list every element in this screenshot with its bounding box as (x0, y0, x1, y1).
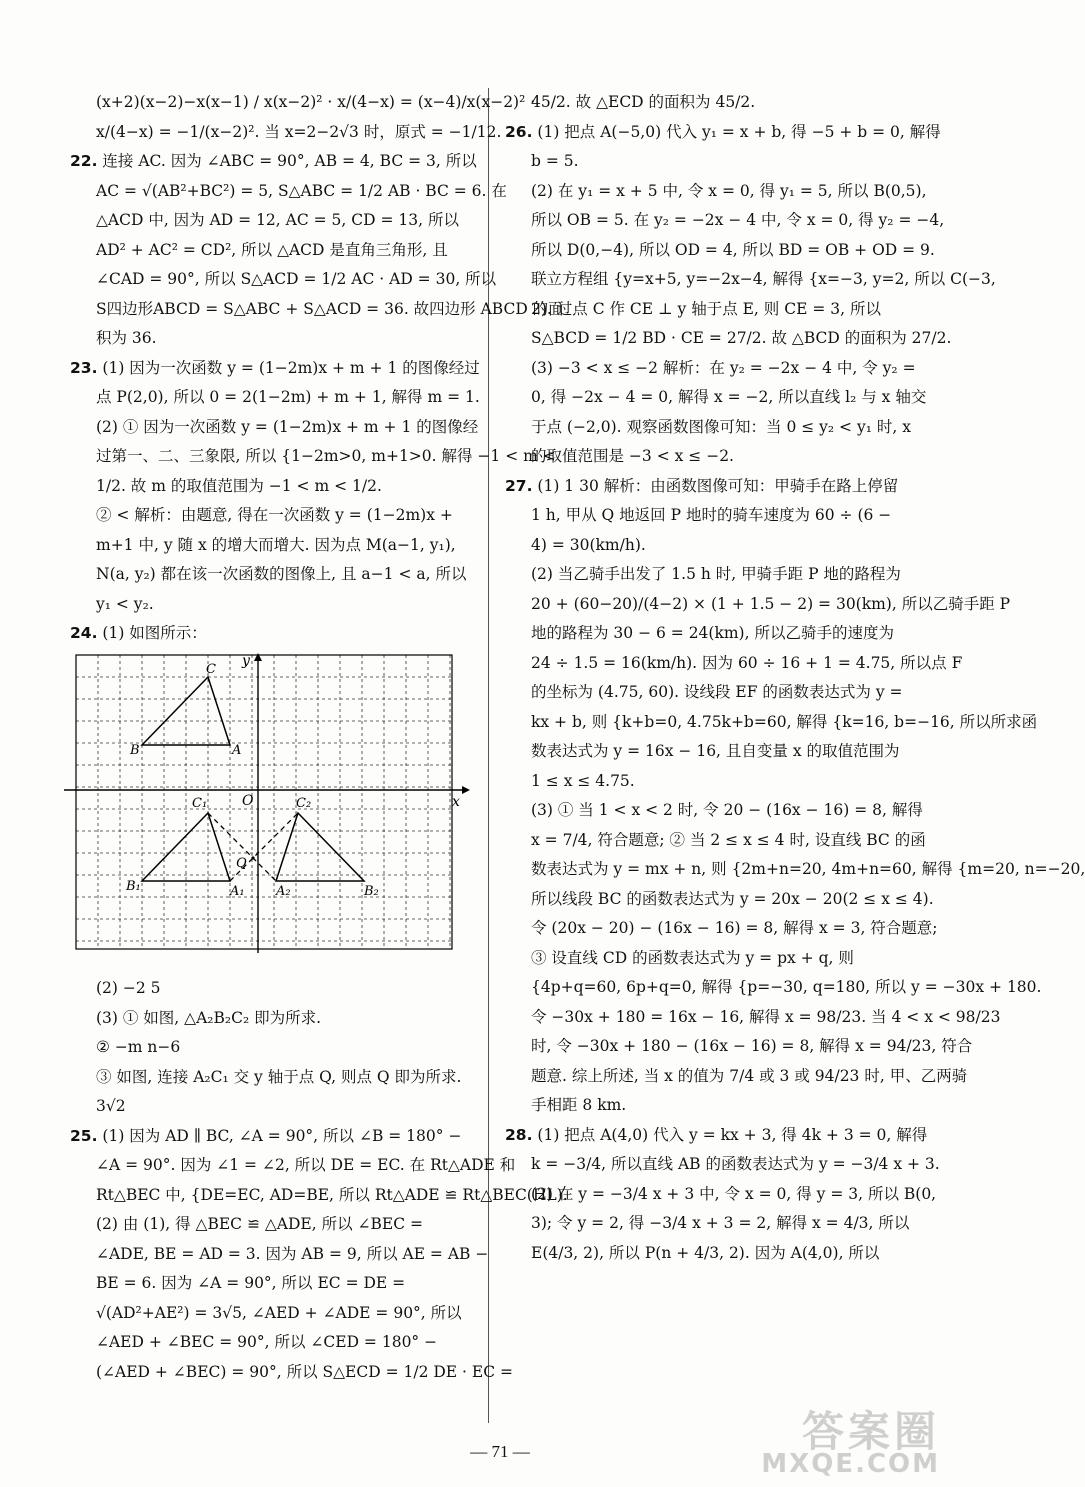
line-text: S△BCD = 1/2 BD · CE = 27/2. 故 △BCD 的面积为 27/2. (531, 329, 952, 347)
line-text: 数表达式为 y = 16x − 16, 且自变量 x 的取值范围为 (531, 742, 900, 760)
text-line (505, 560, 917, 590)
line-text: 的取值范围是 −3 < x ≤ −2. (531, 447, 734, 465)
line-text: b = 5. (531, 152, 579, 170)
text-line (505, 649, 963, 679)
line-text: x = 7/4, 符合题意; ② 当 2 ≤ x ≤ 4 时, 设直线 BC 的函 (531, 830, 926, 849)
question-number: 25. (70, 1126, 98, 1145)
origin-label: O (242, 792, 254, 809)
text-line (70, 974, 470, 1004)
point-q (251, 856, 254, 859)
line-text: (2) 由 (1), 得 △BEC ≌ △ADE, 所以 ∠BEC = (96, 1215, 423, 1233)
text-line (505, 383, 927, 413)
text-line (70, 1210, 470, 1240)
text-line (505, 265, 996, 295)
text-line (505, 826, 926, 856)
label-q: Q (236, 855, 247, 871)
question-number: 23. (70, 358, 98, 377)
text-line (505, 354, 917, 384)
line-text: kx + b, 则 {k+b=0, 4.75k+b=60, 解得 {k=16, b=−16, 所以所求函 (531, 712, 1038, 731)
x-axis-arrow (462, 786, 470, 794)
line-text: (1) 因为 AD ∥ BC, ∠A = 90°, 所以 ∠B = 180° − (102, 1126, 462, 1145)
question-number: 22. (70, 152, 98, 170)
text-line (70, 1122, 470, 1152)
line-text: 1 h, 甲从 Q 地返回 P 地时的骑车速度为 60 ÷ (6 − (531, 506, 892, 524)
text-line (505, 944, 917, 974)
line-text: (3) −3 < x ≤ −2 解析：在 y₂ = −2x − 4 中, 令 y₂ = (531, 358, 916, 377)
line-text: ∠A = 90°. 因为 ∠1 = ∠2, 所以 DE = EC. 在 Rt△ADE 和 (96, 1156, 516, 1174)
watermark (720, 1399, 940, 1479)
page-number: — 71 — (470, 1442, 530, 1461)
label-a2: A₂ (276, 883, 291, 899)
watermark-bottom: MXQE.COM (761, 1449, 940, 1479)
line-text: S四边形ABCD = S△ABC + S△ACD = 36. 故四边形 ABCD 的面 (96, 299, 564, 318)
text-line (70, 1269, 470, 1299)
question-number: 24. (70, 624, 98, 642)
line-text: 积为 36. (96, 329, 157, 347)
line-text: 0, 得 −2x − 4 = 0, 解得 x = −2, 所以直线 l₂ 与 x 轴交 (531, 388, 927, 406)
line-text: (x+2)(x−2)−x(x−1) / x(x−2)² · x/(4−x) = (x−4)/x(x−2)² · (96, 93, 536, 111)
text-line (505, 855, 1085, 885)
coordinate-figure (70, 653, 470, 969)
text-line (70, 442, 556, 472)
text-line (505, 177, 927, 207)
line-text: 令 (20x − 20) − (16x − 16) = 8, 解得 x = 3, 符合题意; (531, 919, 938, 937)
text-line (70, 1240, 489, 1270)
text-line (505, 531, 917, 561)
line-text: AC = √(AB²+BC²) = 5, S△ABC = 1/2 AB · BC = 6. 在 (96, 181, 507, 200)
text-line (70, 1358, 513, 1388)
line-text: 2). 过点 C 作 CE ⊥ y 轴于点 E, 则 CE = 3, 所以 (531, 299, 881, 318)
text-line (70, 295, 564, 325)
line-text: (2) ① 因为一次函数 y = (1−2m)x + m + 1 的图像经 (96, 417, 479, 436)
label-c2: C₂ (296, 795, 312, 811)
text-line (505, 619, 917, 649)
line-text: 题意. 综上所述, 当 x 的值为 7/4 或 3 或 94/23 时, 甲、乙两骑 (531, 1066, 968, 1085)
line-text: 所以 OB = 5. 在 y₂ = −2x − 4 中, 令 x = 0, 得 y₂ = −4, (531, 211, 945, 229)
line-text: 24 ÷ 1.5 = 16(km/h). 因为 60 ÷ 16 + 1 = 4.75, 所以点 F (531, 653, 963, 672)
line-text: 1/2. 故 m 的取值范围为 −1 < m < 1/2. (96, 476, 382, 495)
label-a1: A₁ (230, 883, 245, 899)
line-text: 时, 令 −30x + 180 − (16x − 16) = 8, 解得 x = 94/23, 符合 (531, 1037, 973, 1055)
text-line (505, 1091, 917, 1121)
text-line (505, 590, 1011, 620)
line-text: ② < 解析：由题意, 得在一次函数 y = (1−2m)x + (96, 506, 453, 524)
line-text: △ACD 中, 因为 AD = 12, AC = 5, CD = 13, 所以 (96, 211, 459, 229)
line-text: ③ 设直线 CD 的函数表达式为 y = px + q, 则 (531, 948, 854, 967)
line-text: 所以线段 BC 的函数表达式为 y = 20x − 20(2 ≤ x ≤ 4). (531, 889, 934, 908)
text-line (505, 1150, 940, 1180)
text-line (505, 206, 945, 236)
line-text: 45/2. 故 △ECD 的面积为 45/2. (531, 93, 756, 111)
right-column (505, 88, 1085, 1268)
label-b: B (130, 742, 140, 758)
text-line (70, 354, 480, 384)
text-line (70, 590, 470, 620)
line-text: 连接 AC. 因为 ∠ABC = 90°, AB = 4, BC = 3, 所以 (102, 152, 477, 170)
text-line (505, 737, 917, 767)
text-line (505, 1180, 937, 1210)
text-line (505, 973, 1042, 1003)
text-line (70, 88, 536, 118)
text-line (70, 383, 480, 413)
text-line (70, 1004, 470, 1034)
text-line (505, 678, 917, 708)
y-axis-arrow (254, 653, 262, 661)
coordinate-grid-svg (70, 653, 470, 958)
text-line (505, 885, 934, 915)
line-text: (1) 1 30 解析：由函数图像可知：甲骑手在路上停留 (537, 476, 899, 495)
text-line (70, 1328, 470, 1358)
text-line (70, 531, 470, 561)
watermark-top: 答案圈 (801, 1407, 940, 1456)
line-text: Rt△BEC 中, {DE=EC, AD=BE, 所以 Rt△ADE ≌ Rt△BEC(HL). (96, 1185, 568, 1204)
line-text: ③ 如图, 连接 A₂C₁ 交 y 轴于点 Q, 则点 Q 即为所求. (96, 1067, 462, 1086)
line-text: 过第一、二、三象限, 所以 {1−2m>0, m+1>0. 解得 −1 < m < (96, 447, 556, 465)
line-text: (1) 把点 A(−5,0) 代入 y₁ = x + b, 得 −5 + b = 0, 解得 (537, 122, 941, 141)
label-b2: B₂ (364, 883, 379, 899)
text-line (70, 619, 470, 649)
line-text: (2) 在 y₁ = x + 5 中, 令 x = 0, 得 y₁ = 5, 所以 B(0,5), (531, 181, 927, 200)
text-line (505, 147, 917, 177)
line-text: (1) 把点 A(4,0) 代入 y = kx + 3, 得 4k + 3 = 0, 解得 (537, 1125, 928, 1144)
line-text: 20 + (60−20)/(4−2) × (1 + 1.5 − 2) = 30(km), 所以乙骑手距 P (531, 594, 1011, 613)
line-text: (1) 因为一次函数 y = (1−2m)x + m + 1 的图像经过 (102, 358, 480, 377)
line-text: N(a, y₂) 都在该一次函数的图像上, 且 a−1 < a, 所以 (96, 565, 467, 583)
text-line (70, 206, 470, 236)
label-a: A (232, 742, 242, 758)
text-line (505, 442, 917, 472)
line-text: 点 P(2,0), 所以 0 = 2(1−2m) + m + 1, 解得 m = 1. (96, 388, 480, 406)
line-text: 令 −30x + 180 = 16x − 16, 解得 x = 98/23. 当 4 < x < 98/23 (531, 1007, 1001, 1026)
text-line (505, 1239, 917, 1269)
text-line (70, 1181, 568, 1211)
text-line (505, 1032, 973, 1062)
text-line (70, 560, 470, 590)
text-line (505, 1209, 917, 1239)
text-line (505, 88, 917, 118)
line-text: E(4/3, 2), 所以 P(n + 4/3, 2). 因为 A(4,0), 所以 (531, 1243, 880, 1262)
text-line (505, 295, 917, 325)
text-line (70, 265, 497, 295)
line-text: 的坐标为 (4.75, 60). 设线段 EF 的函数表达式为 y = (531, 683, 903, 701)
line-text: (1) 如图所示： (102, 624, 207, 642)
line-text: 3√2 (96, 1097, 126, 1115)
line-text: (2) −2 5 (96, 979, 161, 997)
line-text: 所以 D(0,−4), 所以 OD = 4, 所以 BD = OB + OD = 9. (531, 240, 935, 259)
text-line (505, 1121, 928, 1151)
line-text: 联立方程组 {y=x+5, y=−2x−4, 解得 {x=−3, y=2, 所以 C(−3, (531, 270, 996, 288)
text-line (505, 914, 938, 944)
line-text: 地的路程为 30 − 6 = 24(km), 所以乙骑手的速度为 (531, 624, 894, 642)
line-text: x/(4−x) = −1/(x−2)². 当 x=2−2√3 时，原式 = −1/12. (96, 122, 502, 141)
text-line (70, 501, 470, 531)
text-line (70, 324, 470, 354)
text-line (505, 1062, 968, 1092)
line-text: ∠CAD = 90°, 所以 S△ACD = 1/2 AC · AD = 30, 所以 (96, 270, 497, 288)
text-line (505, 501, 917, 531)
text-line (505, 324, 952, 354)
right-column-lines (505, 88, 1085, 1268)
text-line (70, 413, 479, 443)
line-text: 手相距 8 km. (531, 1096, 627, 1114)
line-text: m+1 中, y 随 x 的增大而增大. 因为点 M(a−1, y₁), (96, 535, 456, 554)
line-text: 数表达式为 y = mx + n, 则 {2m+n=20, 4m+n=60, 解得 {m=20, n=−20, (531, 860, 1085, 878)
line-text: y₁ < y₂. (96, 594, 154, 613)
text-line (505, 118, 941, 148)
line-text: (2) 在 y = −3/4 x + 3 中, 令 x = 0, 得 y = 3, 所以 B(0, (531, 1184, 937, 1203)
text-line (70, 236, 470, 266)
text-line (505, 472, 917, 502)
text-line (70, 1299, 470, 1329)
line-text: 3); 令 y = 2, 得 −3/4 x + 3 = 2, 解得 x = 4/3, 所以 (531, 1214, 910, 1232)
question-number: 26. (505, 122, 533, 141)
label-c1: C₁ (192, 795, 208, 811)
text-line (70, 177, 507, 207)
text-line (505, 413, 917, 443)
line-text: (3) ① 如图, △A₂B₂C₂ 即为所求. (96, 1008, 322, 1027)
text-line (505, 236, 935, 266)
line-text: ∠AED + ∠BEC = 90°, 所以 ∠CED = 180° − (96, 1333, 438, 1351)
line-text: (∠AED + ∠BEC) = 90°, 所以 S△ECD = 1/2 DE · EC = (96, 1362, 513, 1381)
question-number: 28. (505, 1125, 533, 1144)
text-line (505, 796, 923, 826)
text-line (70, 472, 470, 502)
line-text: k = −3/4, 所以直线 AB 的函数表达式为 y = −3/4 x + 3. (531, 1155, 940, 1173)
grid-lines (76, 652, 452, 949)
question-number: 27. (505, 476, 533, 495)
label-c: C (206, 661, 216, 677)
text-line (505, 708, 1038, 738)
y-axis-label: y (242, 652, 250, 669)
text-line (70, 1151, 516, 1181)
line-text: (3) ① 当 1 < x < 2 时, 令 20 − (16x − 16) = 8, 解得 (531, 801, 923, 819)
text-line (505, 767, 917, 797)
line-text: 1 ≤ x ≤ 4.75. (531, 771, 635, 790)
triangle-a2b2c2 (276, 813, 364, 881)
line-text: (2) 当乙骑手出发了 1.5 h 时, 甲骑手距 P 地的路程为 (531, 565, 901, 583)
label-b1: B₁ (126, 878, 141, 894)
text-line (70, 118, 502, 148)
line-text: {4p+q=60, 6p+q=0, 解得 {p=−30, q=180, 所以 y = −30x + 180. (531, 978, 1042, 996)
x-axis-label: x (452, 793, 460, 810)
text-line (70, 1033, 470, 1063)
left-after-figure-lines (70, 974, 470, 1122)
line-text: AD² + AC² = CD², 所以 △ACD 是直角三角形, 且 (96, 240, 448, 259)
text-line (505, 1003, 1001, 1033)
line-text: 于点 (−2,0). 观察函数图像可知：当 0 ≤ y₂ < y₁ 时, x (531, 417, 911, 436)
text-line (70, 147, 477, 177)
text-line (70, 1092, 470, 1122)
line-text: BE = 6. 因为 ∠A = 90°, 所以 EC = DE = (96, 1274, 406, 1292)
line-text: ② −m n−6 (96, 1038, 181, 1056)
line-text: √(AD²+AE²) = 3√5, ∠AED + ∠ADE = 90°, 所以 (96, 1303, 462, 1322)
text-line (70, 1063, 470, 1093)
line-text: ∠ADE, BE = AD = 3. 因为 AB = 9, 所以 AE = AB − (96, 1244, 489, 1263)
line-text: 4) = 30(km/h). (531, 535, 646, 554)
